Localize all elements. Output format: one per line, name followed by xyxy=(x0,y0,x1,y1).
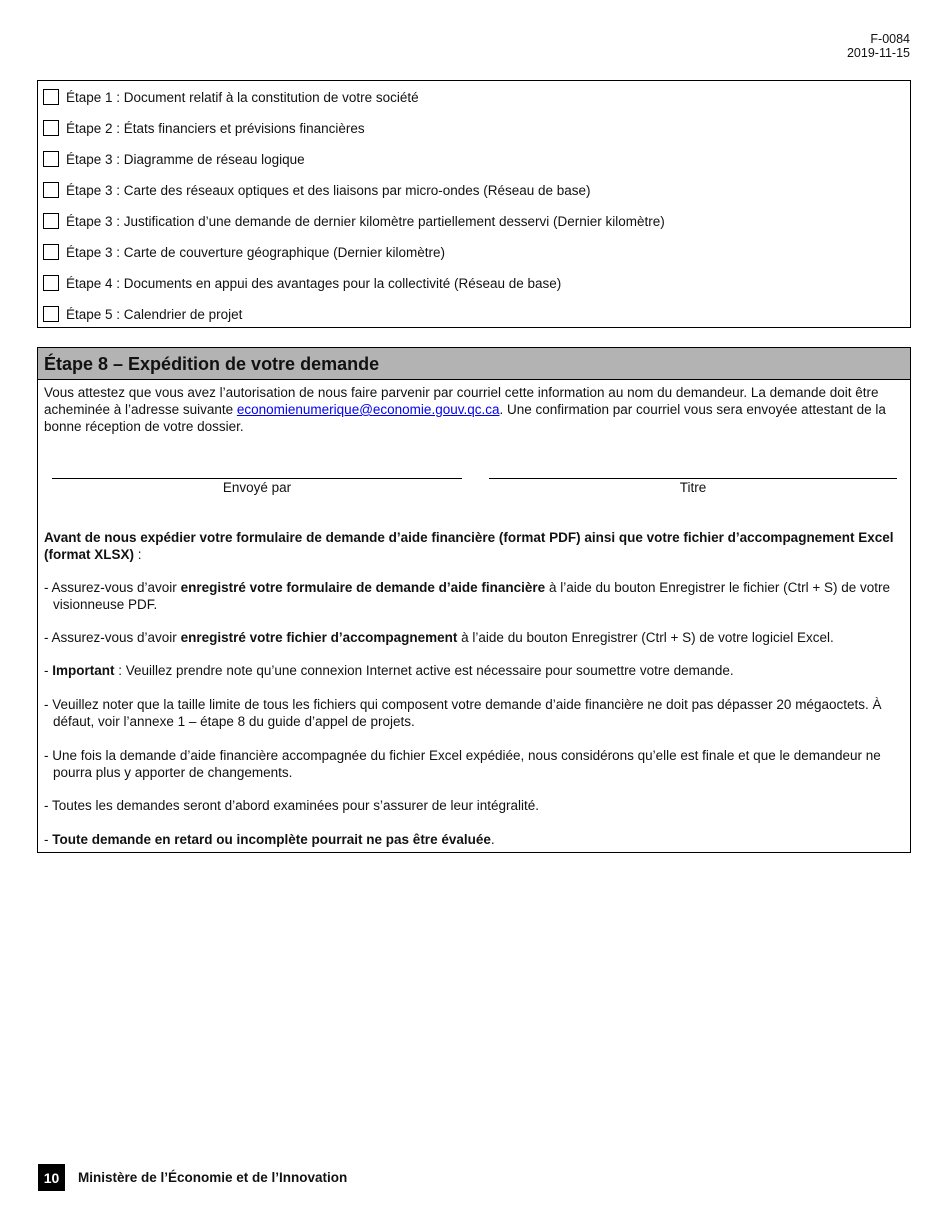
sent-by-label: Envoyé par xyxy=(222,480,292,495)
section-title: Étape 8 – Expédition de votre demande xyxy=(44,354,380,374)
form-reference xyxy=(847,32,910,60)
checklist-item-label: Étape 3 : Carte de couverture géographique (Dernier kilomètre) xyxy=(66,244,445,260)
before-sending-heading xyxy=(44,529,904,563)
checklist-item-label: Étape 3 : Diagramme de réseau logique xyxy=(66,151,305,167)
instruction-bold: enregistré votre formulaire de demande d’aide financière xyxy=(180,580,546,595)
checklist-item-label: Étape 3 : Carte des réseaux optiques et des liaisons par micro-ondes (Réseau de base) xyxy=(66,182,591,198)
instruction-item: - Veuillez noter que la taille limite de tous les fichiers qui composent votre demande d’aide financière ne doit pas dépasser 20 mégaoctets. À défaut, voir l’annexe 1 – étape 8 du guide d’appel de projets. xyxy=(44,697,882,729)
instruction-item xyxy=(44,831,904,848)
form-code: F-0084 xyxy=(870,32,910,46)
intro-paragraph xyxy=(44,384,904,435)
instruction-item xyxy=(44,579,904,613)
instruction-text: à l’aide du bouton Enregistrer le fichier (Ctrl + S) de votre visionneuse PDF. xyxy=(53,580,890,612)
checkbox[interactable] xyxy=(43,213,59,229)
checklist-item xyxy=(43,118,365,138)
form-date: 2019-11-15 xyxy=(846,46,910,60)
checklist-item xyxy=(43,149,305,169)
checklist-item-label: Étape 3 : Justification d’une demande de dernier kilomètre partiellement desservi (Dernier kilomètre) xyxy=(66,213,665,229)
checkbox[interactable] xyxy=(43,182,59,198)
checkbox[interactable] xyxy=(43,120,59,136)
checklist-item xyxy=(43,242,445,262)
before-sending-text: Avant de nous expédier votre formulaire de demande d’aide financière (format PDF) ainsi que votre fichier d’accompagnement Excel (format XLSX) xyxy=(44,530,894,562)
instruction-bold: Toute demande en retard ou incomplète pourrait ne pas être évaluée xyxy=(52,832,491,847)
checklist-item-label: Étape 2 : États financiers et prévisions financières xyxy=(66,120,365,136)
section-header xyxy=(38,348,910,380)
checklist-item xyxy=(43,211,665,231)
instruction-text: à l’aide du bouton Enregistrer (Ctrl + S) de votre logiciel Excel. xyxy=(457,630,834,645)
checkbox[interactable] xyxy=(43,89,59,105)
checklist-item-label: Étape 1 : Document relatif à la constitution de votre société xyxy=(66,89,419,105)
checklist-item xyxy=(43,304,242,324)
checkbox[interactable] xyxy=(43,275,59,291)
checklist-item-label: Étape 4 : Documents en appui des avantages pour la collectivité (Réseau de base) xyxy=(66,275,562,291)
documents-checklist xyxy=(37,80,911,328)
intro-text-end: . Une confirmation par courriel vous sera envoyée attestant de la bonne réception de votre dossier. xyxy=(44,402,886,434)
checklist-item-label: Étape 5 : Calendrier de projet xyxy=(66,306,243,322)
instruction-text: : Veuillez prendre note qu’une connexion Internet active est nécessaire pour soumettre votre demande. xyxy=(114,663,734,678)
title-line[interactable] xyxy=(489,478,897,479)
instruction-item xyxy=(44,629,904,646)
instruction-bold: Important xyxy=(52,663,115,678)
instruction-text: - Assurez-vous d’avoir xyxy=(44,630,181,645)
checkbox[interactable] xyxy=(43,306,59,322)
sent-by-line[interactable] xyxy=(52,478,462,479)
intro-text: Vous attestez que vous avez l’autorisation de nous faire parvenir par courriel cette information au nom du demandeur. La demande doit être acheminée à l’adresse suivante xyxy=(44,385,879,417)
page-number: 10 xyxy=(38,1164,65,1191)
instruction-text: - xyxy=(44,832,53,847)
instruction-text: . xyxy=(490,832,495,847)
instruction-text: - Assurez-vous d’avoir xyxy=(44,580,181,595)
title-label: Titre xyxy=(679,480,707,495)
before-sending-colon: : xyxy=(134,547,142,562)
checklist-item xyxy=(43,87,419,107)
checklist-item xyxy=(43,180,591,200)
instruction-item xyxy=(44,662,904,679)
instruction-text: - xyxy=(44,663,53,678)
organization-name: Ministère de l’Économie et de l’Innovation xyxy=(78,1170,348,1185)
checklist-item xyxy=(43,273,561,293)
instruction-item: - Toutes les demandes seront d’abord examinées pour s’assurer de leur intégralité. xyxy=(44,798,540,813)
checkbox[interactable] xyxy=(43,151,59,167)
instruction-item: - Une fois la demande d’aide financière accompagnée du fichier Excel expédiée, nous considérons qu’elle est finale et que le demandeur ne pourra plus y apporter de changements. xyxy=(44,748,881,780)
instruction-bold: enregistré votre fichier d’accompagnement xyxy=(180,630,458,645)
email-link[interactable]: economienumerique@economie.gouv.qc.ca xyxy=(236,402,500,417)
step-8-section xyxy=(37,347,911,853)
checkbox[interactable] xyxy=(43,244,59,260)
